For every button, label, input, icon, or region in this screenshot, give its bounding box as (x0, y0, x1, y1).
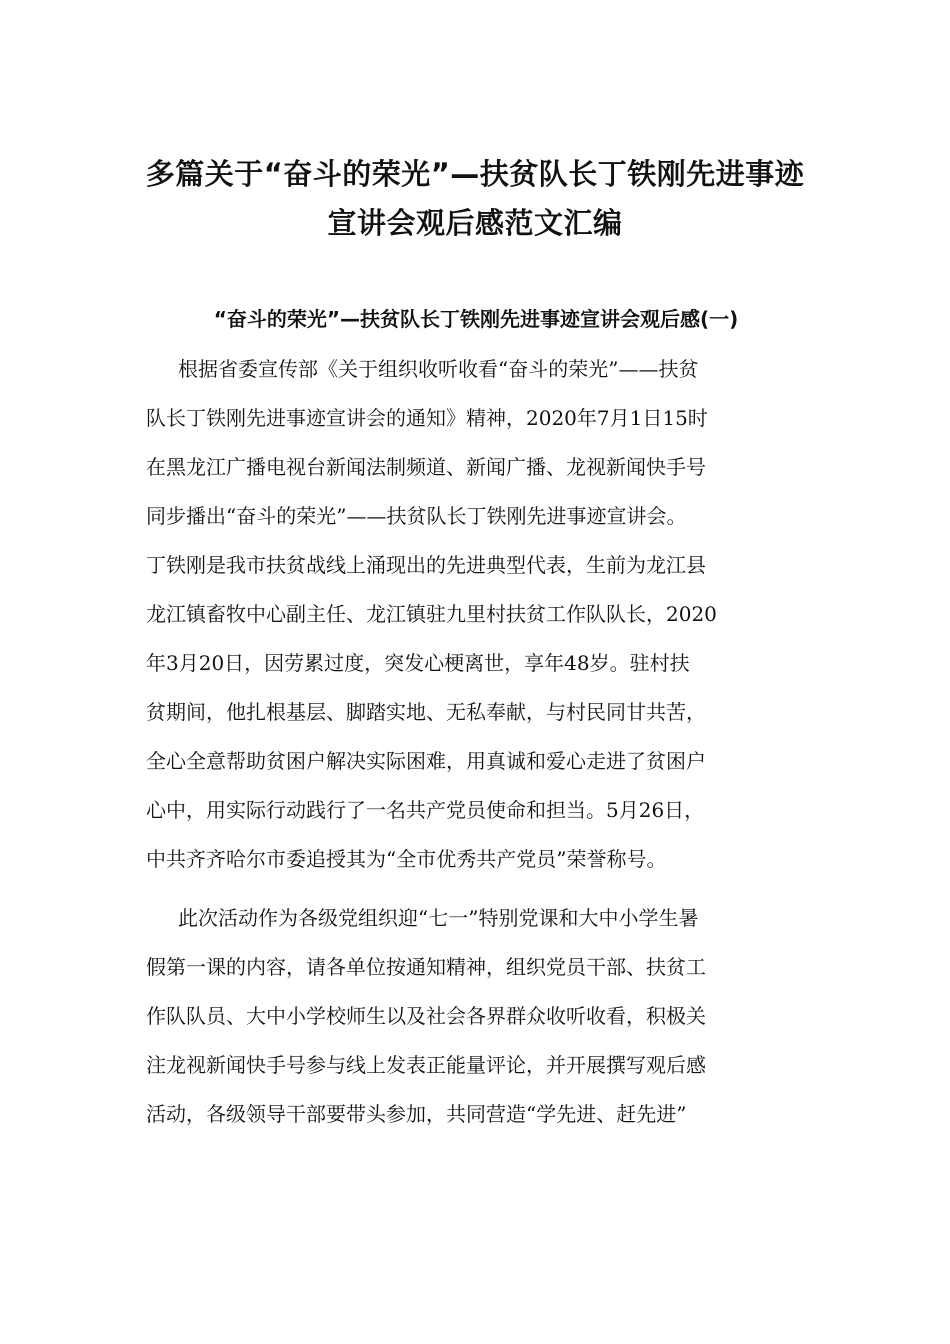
paragraph-line: 年3月20日，因劳累过度，突发心梗离世，享年48岁。驻村扶 (146, 651, 690, 675)
paragraph-line: 同步播出“奋斗的荣光”——扶贫队长丁铁刚先进事迹宣讲会。 (146, 504, 687, 528)
paragraph-line: 贫期间，他扎根基层、脚踏实地、无私奉献，与村民同甘共苦， (146, 700, 706, 724)
paragraph-line: 根据省委宣传部《关于组织收听收看“奋斗的荣光”——扶贫 (178, 357, 699, 381)
paragraph-line: 此次活动作为各级党组织迎“七一”特别党课和大中小学生暑 (178, 906, 699, 930)
paragraph-2 (146, 894, 796, 1139)
paragraph-line: 作队队员、大中小学校师生以及社会各界群众收听收看，积极关 (146, 1004, 706, 1028)
paragraph-line: 注龙视新闻快手号参与线上发表正能量评论，并开展撰写观后感 (146, 1053, 706, 1077)
document-title (120, 150, 830, 248)
paragraph-line: 龙江镇畜牧中心副主任、龙江镇驻九里村扶贫工作队队长，2020 (146, 602, 717, 626)
section-heading: “奋斗的荣光”—扶贫队长丁铁刚先进事迹宣讲会观后感(一) (213, 307, 739, 331)
paragraph-line: 假第一课的内容，请各单位按通知精神，组织党员干部、扶贫工 (146, 955, 706, 979)
paragraph-line: 队长丁铁刚先进事迹宣讲会的通知》精神，2020年7月1日15时 (146, 406, 708, 430)
document-title-line-2: 宣讲会观后感范文汇编 (327, 206, 623, 240)
paragraph-line: 活动，各级领导干部要带头参加，共同营造“学先进、赶先进” (146, 1102, 687, 1126)
paragraph-line: 丁铁刚是我市扶贫战线上涌现出的先进典型代表，生前为龙江县 (146, 553, 706, 577)
document-title-line-1: 多篇关于“奋斗的荣光”—扶贫队长丁铁刚先进事迹 (145, 157, 805, 191)
paragraph-line: 心中，用实际行动践行了一名共产党员使命和担当。5月26日， (146, 798, 705, 822)
paragraph-line: 全心全意帮助贫困户解决实际困难，用真诚和爱心走进了贫困户 (146, 749, 706, 773)
paragraph-1 (146, 345, 796, 884)
paragraph-line: 中共齐齐哈尔市委追授其为“全市优秀共产党员”荣誉称号。 (146, 847, 667, 871)
paragraph-line: 在黑龙江广播电视台新闻法制频道、新闻广播、龙视新闻快手号 (146, 455, 706, 479)
